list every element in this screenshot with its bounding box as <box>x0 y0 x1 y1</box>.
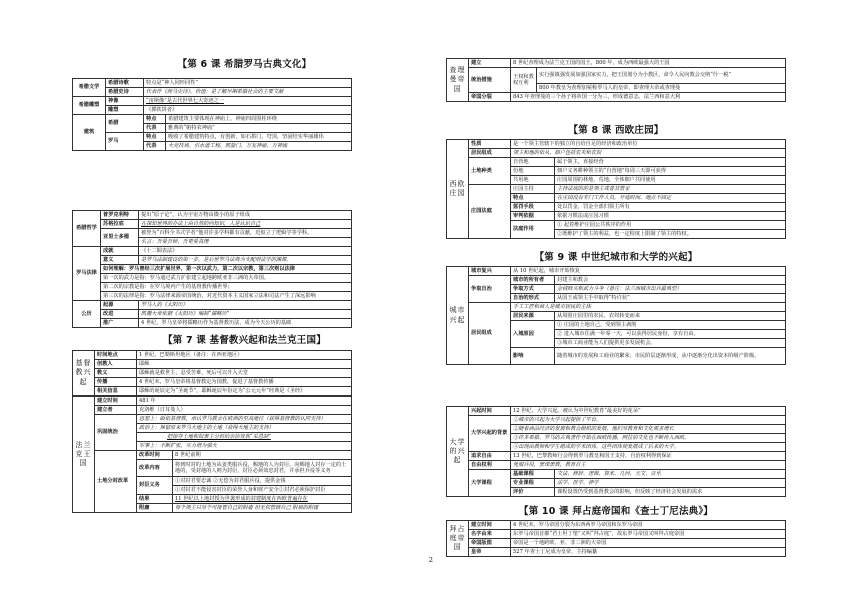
court-value-feature: 在庄园没有专门工作人员，开庭时间、地点不固定 <box>555 194 786 203</box>
value-res-entry-2: ② 进入城市住满一年零一天，可以获得居民身份，享有自由。 <box>555 330 786 339</box>
value-poetry: 特点是“神人同形同性” <box>144 79 352 88</box>
value-aristotle-1: 被誉为“百科全书式学者”他对许多学科都有贡献，近似立了逻辑学等学科。 <box>139 229 352 238</box>
value-law-achieve: 《十二铜表法》 <box>139 247 352 256</box>
value-rome-feature: 吸收了希腊建筑特点，有创新，如石拱门、穹顶，坚固结实华丽雄伟 <box>166 133 352 142</box>
value-byz-founded: 4 世纪末，罗马帝国分裂为东西两罗马帝国和东罗马帝国 <box>511 521 786 530</box>
label-cm-founded: 建立 <box>469 59 511 68</box>
value-cal-spread: 4 世纪，罗马皇帝将儒略历作为基督教历法，成为今天公历的基础 <box>139 319 352 328</box>
value-cm-measure-b: 800 年教皇为查理加冕称罗马人的皇帝，即查理大帝或查理曼 <box>537 84 786 93</box>
cat-calendar: 公历 <box>73 301 101 328</box>
label-city-autonomy: 争取自治 <box>469 276 511 303</box>
value-socrates: 在探知世界的办法上由自然的向知识，人是认识自己 <box>139 220 352 229</box>
label-cm-split: 帝国分裂 <box>469 93 511 102</box>
value-city-residents-top: 手工工匠和商人是城市居民的主体 <box>511 303 786 312</box>
label-christ-spread: 传播 <box>95 378 137 387</box>
lesson7-christianity-table <box>72 350 352 396</box>
value-reform-result: 11 世纪以上地封授为世袭形成的封建制度在西欧普遍存在 <box>173 495 352 504</box>
frank-rule-line-1: 思想上：皈依基督教，承认罗马教会在欧洲的至高地位（获得基督教的认同支持） <box>137 415 352 424</box>
court-value-basis: 依据习惯法或庄园习惯 <box>555 212 786 221</box>
label-greece: 希腊 <box>106 115 144 133</box>
cat-sculpture: 希腊雕塑 <box>73 97 106 115</box>
value-manor-nature: 是一个领主管辖下的独立的自给自足的经济和政治单位 <box>511 140 786 149</box>
label-cal-origin: 起源 <box>101 301 139 310</box>
lesson7-title: 【第 7 课 基督教兴起和法兰克王国】 <box>163 335 326 346</box>
land-value-share: 佃户义务耕种领主的“自营地”每周三天即可获得 <box>555 167 786 176</box>
value-carving: 《掷铁饼者》 <box>144 106 352 115</box>
cat-university: 大学的兴起 <box>447 407 469 497</box>
value-rome-rep: 大竞技场、引水道工程、凯旋门、万友神庙、万神庙 <box>166 142 352 151</box>
value-res-source: 从周围庄园里的农民、农奴转变而来 <box>555 312 786 321</box>
label-univ-course: 大学课程 <box>469 470 511 497</box>
cat-law: 罗马法律 <box>73 247 101 301</box>
cat-philosophy: 希腊哲学 <box>73 211 101 247</box>
frank-rule-line-2: 政治上：保留原来罗马大地主的土地（获得大地主的支持） <box>137 424 352 433</box>
label-law-achieve: 成就 <box>101 247 139 256</box>
page-number: 2 <box>428 556 434 564</box>
label-univ-pursuit: 追求自由 <box>469 452 511 461</box>
course-value-basic: 文法、修辞、逻辑、算术、几何、天文、音乐 <box>555 470 786 479</box>
label-cm-power: 王权和教权互利 <box>511 68 537 93</box>
value-byz-emperor: 527 年查士丁尼成为皇帝，主持编纂 <box>511 548 786 557</box>
label-univ-time: 兴起时间 <box>469 407 511 416</box>
value-cal-improve: 凯撒大帝依据《太阳历》编制“儒略历” <box>139 310 352 319</box>
cat-charlemagne: 查理曼帝国 <box>447 59 469 102</box>
label-res-entry: 入城原因 <box>511 321 555 348</box>
court-name-role: 法庭作用 <box>511 221 555 239</box>
label-christ-doctrine: 教义 <box>95 369 137 378</box>
frank-rule-line-3: 把掠夺土地和奴隶主分封给亲信贵族“采邑制” <box>137 433 352 442</box>
label-byz-founded: 建立时间 <box>469 521 511 530</box>
value-univ-pursuit: 13 世纪，巴黎教师行会得到罗马教皇和国王支持，自治权利得到保证 <box>511 452 786 461</box>
value-attach: 每个领主只对个可接管自己的附庸 但无权管辖自己 附属的附庸 <box>173 504 352 513</box>
label-rome-rep: 代表 <box>144 142 166 151</box>
label-res-source: 居民来源 <box>511 312 555 321</box>
label-frank-founded: 建立时间 <box>95 397 137 406</box>
value-epic: 代表作《荷马史诗》，价值：是了解早期希腊社会的主要文献 <box>144 88 352 97</box>
cat-manor: 西欧庄园 <box>447 140 469 239</box>
auto-name-method: 争取方式 <box>511 285 555 294</box>
court-value-punish: 处以罚金，罚金全部归领主所有 <box>555 203 786 212</box>
label-city-residents: 居民组成 <box>469 303 511 365</box>
value-frank-founder: 克洛维（日耳曼人） <box>137 406 352 415</box>
course-name-basic: 基础课程 <box>511 470 555 479</box>
lesson8-title: 【第 8 课 西欧庄园】 <box>568 125 664 136</box>
cat-byzantium: 拜占庭帝国 <box>447 521 469 557</box>
lesson10-title: 【第 10 课 拜占庭帝国和《查士丁尼法典》】 <box>519 506 713 517</box>
label-epic: 希腊史诗 <box>106 88 144 97</box>
course-value-major: 法学、医学、神学 <box>555 479 786 488</box>
court-name-punish: 惩罚手段 <box>511 203 555 212</box>
value-byz-territory: 帝国是一个地跨欧、亚、非三洲的大帝国 <box>511 539 786 548</box>
land-type-share: 份地 <box>511 167 555 176</box>
label-statue: 神像 <box>106 97 144 106</box>
course-name-major: 专业课程 <box>511 479 555 488</box>
label-frank-founder: 建立者 <box>95 406 137 415</box>
court-name-basis: 审判依据 <box>511 212 555 221</box>
label-land-types: 土地种类 <box>469 158 511 185</box>
label-cm-measures: 统治措施 <box>469 68 511 93</box>
auto-value-owner: 封建主和教会 <box>555 276 786 285</box>
univ-bg-line-1: ①城市的兴起为大学兴起提供了平台。 <box>511 416 786 425</box>
label-law-meaning: 意义 <box>101 256 139 265</box>
cat-architecture: 建筑 <box>73 115 106 151</box>
univ-bg-line-2: ②随着商品经济的发展和教会组织的发展，他们对教育和文化需求增长 <box>511 425 786 434</box>
frank-rule-line-4: 军事上：不断扩张，实力增为强大 <box>137 442 352 451</box>
label-reform-time: 改革时间 <box>137 451 173 460</box>
course-name-eval: 评价 <box>511 488 555 497</box>
value-city-impact: 随着城市的发展和工商业的繁荣，市民阶层逐渐形成，从中逐渐分化出资本阶级产阶级。 <box>555 348 786 365</box>
label-christ-info: 相关信息 <box>95 387 137 396</box>
court-value-host: 主持法庭的的是领主或者其管家 <box>555 185 786 194</box>
law-dev-line-1: 第一次的武力是指：罗马通过武力扩张建立起地跨欧亚非三洲的大帝国。 <box>101 274 352 283</box>
cat-christianity: 基督教兴起 <box>73 351 95 396</box>
value-reform-time: 8 世纪前期 <box>173 451 352 460</box>
land-type-common: 共用地 <box>511 176 555 185</box>
label-greece-rep: 代表 <box>144 124 166 133</box>
value-frank-founded: 481 年 <box>137 397 352 406</box>
univ-bg-line-4: ④出现由教师和学生组成的学术团体，这些团体使发展成了后来的大学。 <box>511 443 786 452</box>
label-manor-nature: 性质 <box>469 140 511 149</box>
cat-city: 城市兴起 <box>447 267 469 365</box>
label-univ-background: 大学兴起的背景 <box>469 416 511 452</box>
charlemagne-table <box>446 58 786 102</box>
court-value-role-1: ① 起着维护庄园公共秩序的作用 <box>555 221 786 230</box>
value-philo-header: 提出“原子论”，认为宇宙万物由微小的原子组成 <box>139 211 352 220</box>
label-philo-header: 普罗克利特 <box>101 211 139 220</box>
value-christ-founder: 耶稣 <box>137 360 352 369</box>
label-cal-spread: 推广 <box>101 319 139 328</box>
value-christ-time: 1 世纪，巴勒斯坦地区（备注：在西亚地区） <box>137 351 352 360</box>
label-rome-feature: 特点 <box>144 133 166 142</box>
label-land-reform: 土地分封改革 <box>95 451 137 513</box>
value-greece-rep: 雅典的“帕特农神庙” <box>166 124 352 133</box>
lesson7-frank-table <box>72 396 352 513</box>
value-univ-freedom: 免服兵役，罢课罢教，教育自主 <box>511 461 786 470</box>
label-reform-content: 改革内容 <box>137 460 173 477</box>
auto-value-method: 金钱赎买和武力斗争（备注：法兰西城市出兵最典型） <box>555 285 786 294</box>
value-univ-time: 12 世纪，大学兴起。被认为中世纪教育“最美好的花朵” <box>511 407 786 416</box>
value-greece-feature: 希腊建筑主要体现在神庙上，神庙四周围柱环绕 <box>166 115 352 124</box>
lesson6-culture-table <box>72 78 352 151</box>
value-law-meaning: 是罗马法制建设的第一步，是后世罗马法典为支配刑法学的渊源。 <box>139 256 352 265</box>
label-socrates: 苏格拉底 <box>101 220 139 229</box>
lesson6-philosophy-law-table <box>72 210 352 328</box>
label-cal-improve: 改进 <box>101 310 139 319</box>
cat-frank: 法兰克王国 <box>73 397 95 513</box>
cat-literature: 希腊文学 <box>73 79 106 97</box>
lesson6-title: 【第 6 课 希腊罗马古典文化】 <box>177 59 312 70</box>
value-christ-doctrine: 耶稣就是救世主，忍受苦难，死后可以升入天堂 <box>137 369 352 378</box>
value-cm-split: 843 年查理曼的三个孙子将帝国一分为三，形成德意志、法兰西和意大利 <box>511 93 786 102</box>
label-manor-court: 庄园法庭 <box>469 185 511 239</box>
auto-value-form: 从国王或领主手中取得“特许状” <box>555 294 786 303</box>
court-name-feature: 特点 <box>511 194 555 203</box>
value-christ-info: 耶稣的诞辰定为“圣诞节”，耶稣诞辰年份定为“公元元年”经典是《圣经》 <box>137 387 352 396</box>
land-type-demesne: 自营地 <box>511 158 555 167</box>
court-value-role-2: ②既维护了领主的利益，也一定程度上限制了领主的特权。 <box>555 230 786 239</box>
label-reform-result: 结果 <box>137 495 173 504</box>
court-name-host: 庄园主持 <box>511 185 555 194</box>
label-poetry: 希腊诗歌 <box>106 79 144 88</box>
label-univ-freedom: 自由权利 <box>469 461 511 470</box>
label-carving: 雕塑 <box>106 106 144 115</box>
value-vassal-duty-2: ①对封君不能侵害封臣的荣誉人身和财产安全②封君必须保护封臣 <box>173 486 352 495</box>
lesson9-city-table <box>446 266 786 365</box>
course-value-eval: 课程设置仍受到基督教会的影响，但反映了经济社会发展的需求 <box>555 488 786 497</box>
lesson10-byzantium-table <box>446 520 786 557</box>
lesson9-university-table <box>446 406 786 497</box>
auto-name-form: 自治的形式 <box>511 294 555 303</box>
land-value-demesne: 属于领主，直接经营 <box>555 158 786 167</box>
value-cm-measure-a: 实行强镇强发展加强国家实力，把王国划分为小教区，命令人民向教会交纳“什一税” <box>537 68 786 84</box>
value-vassal-duty-1: ①对封君要忠诚 ②无偿为封君服兵役，提供金钱 <box>173 477 352 486</box>
label-byz-name: 名字由来 <box>469 530 511 539</box>
value-christ-spread: 4 世纪末，罗马皇帝将基督教定为国教，促进了基督教传播 <box>137 378 352 387</box>
law-dev-line-2: 第二次的宗教是指：在罗马境内产生的基督教传播世界； <box>101 283 352 292</box>
label-greece-feature: 特点 <box>144 115 166 124</box>
label-byz-emperor: 皇帝 <box>469 548 511 557</box>
value-byz-name: 东罗马帝国首都“君士坦丁堡”又叫“拜占庭”，故东罗马帝国又叫拜占庭帝国 <box>511 530 786 539</box>
label-rome: 罗马 <box>106 133 144 151</box>
lesson8-manor-table <box>446 139 786 239</box>
value-reform-content: 将到时封的土地为从姜类服兵役，赐地的人为封臣，向赐地人封存一定的土地的，受封地的人则为封臣，封臣必须效忠封君，并承担兵役等义务 <box>173 460 352 477</box>
value-aristotle-2: 名言：吾爱吾师，吾更爱真理 <box>139 238 352 247</box>
label-christ-founder: 创教人 <box>95 360 137 369</box>
label-city-revive: 城市复兴 <box>469 267 511 276</box>
value-res-entry-1: ① 庄园的土地自己，受到领主剥削 <box>555 321 786 330</box>
value-manor-residents: 领主和他的依从，佃户包括农夫和农奴 <box>511 149 786 158</box>
label-city-impact: 影响 <box>511 348 555 365</box>
law-dev-line-3: 第三次的法律是指：罗马法律来源帝国统治，对近代资本主义国家立法和司法产生了深远影响 <box>101 292 352 301</box>
land-value-common: 庄园周围的林地、荒地，全体佃户共同使用 <box>555 176 786 185</box>
auto-name-owner: 城市的所有者 <box>511 276 555 285</box>
label-attach: 附庸 <box>137 504 173 513</box>
value-cm-founded: 8 世纪查理成为法兰克王国的国王，800 年，成为西欧最强大的王国 <box>511 59 786 68</box>
lesson9-title: 【第 9 课 中世纪城市和大学的兴起】 <box>534 252 698 263</box>
value-res-entry-3: ③城市工商业能为人们提供更多发展机会。 <box>555 339 786 348</box>
value-city-revive: 从 10 世纪起，城市开始恢复 <box>511 267 786 276</box>
value-cal-origin: 罗马人的《太阳历》 <box>139 301 352 310</box>
univ-bg-line-3: ③许多希腊、罗马的古典著作开始在西欧传播，阿拉伯文化也不断传入西欧。 <box>511 434 786 443</box>
label-vassal-duty: 封臣义务 <box>137 477 173 495</box>
law-dev-title: 如何理解：罗马曾经三次扩展世界，第一次以武力，第二次以宗教，第三次则以法律 <box>101 265 352 274</box>
label-byz-territory: 帝国版图 <box>469 539 511 548</box>
label-aristotle: 亚里士多德 <box>101 229 139 247</box>
label-frank-rule: 巩固统治 <box>95 415 137 451</box>
value-statue: “宙斯像”是古代世界七大奇迹之一 <box>144 97 352 106</box>
label-manor-residents: 居民组成 <box>469 149 511 158</box>
label-christ-time: 时间地点 <box>95 351 137 360</box>
